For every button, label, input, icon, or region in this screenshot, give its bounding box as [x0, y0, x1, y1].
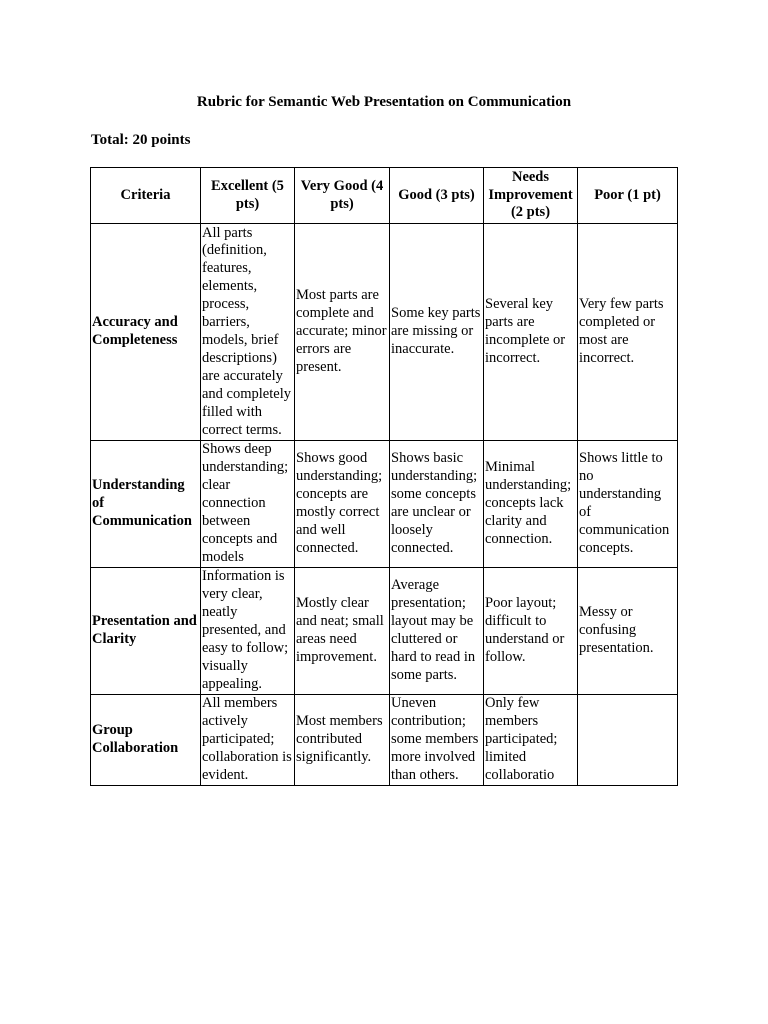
header-criteria: Criteria: [91, 168, 201, 224]
rubric-table: [90, 167, 678, 786]
excellent-cell: All parts (definition, features, elements, process, barriers, models, brief descriptions) are accurately and completely filled with correct terms.: [201, 224, 295, 441]
poor-cell: Very few parts completed or most are incorrect.: [578, 224, 678, 441]
table-row: [91, 695, 678, 786]
table-row: [91, 441, 678, 568]
poor-cell: Shows little to no understanding of communication concepts.: [578, 441, 678, 568]
poor-cell: [578, 695, 678, 786]
table-header-row: [91, 168, 678, 224]
table-row: [91, 568, 678, 695]
very-good-cell: Mostly clear and neat; small areas need improvement.: [295, 568, 390, 695]
needs-improvement-cell: Minimal understanding; concepts lack clarity and connection.: [484, 441, 578, 568]
good-cell: Uneven contribution; some members more involved than others.: [390, 695, 484, 786]
criteria-cell: Presentation and Clarity: [91, 568, 201, 695]
very-good-cell: Most members contributed significantly.: [295, 695, 390, 786]
header-good: Good (3 pts): [390, 168, 484, 224]
poor-cell: Messy or confusing presentation.: [578, 568, 678, 695]
good-cell: Some key parts are missing or inaccurate.: [390, 224, 484, 441]
needs-improvement-cell: Only few members participated; limited collaboratio: [484, 695, 578, 786]
table-row: [91, 224, 678, 441]
excellent-cell: Shows deep understanding; clear connection between concepts and models: [201, 441, 295, 568]
header-excellent: Excellent (5 pts): [201, 168, 295, 224]
criteria-cell: Understanding of Communication: [91, 441, 201, 568]
good-cell: Shows basic understanding; some concepts are unclear or loosely connected.: [390, 441, 484, 568]
very-good-cell: Most parts are complete and accurate; minor errors are present.: [295, 224, 390, 441]
excellent-cell: All members actively participated; collaboration is evident.: [201, 695, 295, 786]
criteria-cell: Group Collaboration: [91, 695, 201, 786]
document-title: Rubric for Semantic Web Presentation on Communication: [196, 94, 572, 110]
good-cell: Average presentation; layout may be cluttered or hard to read in some parts.: [390, 568, 484, 695]
header-poor: Poor (1 pt): [578, 168, 678, 224]
very-good-cell: Shows good understanding; concepts are mostly correct and well connected.: [295, 441, 390, 568]
needs-improvement-cell: Poor layout; difficult to understand or follow.: [484, 568, 578, 695]
excellent-cell: Information is very clear, neatly presented, and easy to follow; visually appealing.: [201, 568, 295, 695]
total-points: Total: 20 points: [91, 132, 191, 148]
header-very-good: Very Good (4 pts): [295, 168, 390, 224]
header-needs-improvement: Needs Improvement (2 pts): [484, 168, 578, 224]
criteria-cell: Accuracy and Completeness: [91, 224, 201, 441]
needs-improvement-cell: Several key parts are incomplete or incorrect.: [484, 224, 578, 441]
